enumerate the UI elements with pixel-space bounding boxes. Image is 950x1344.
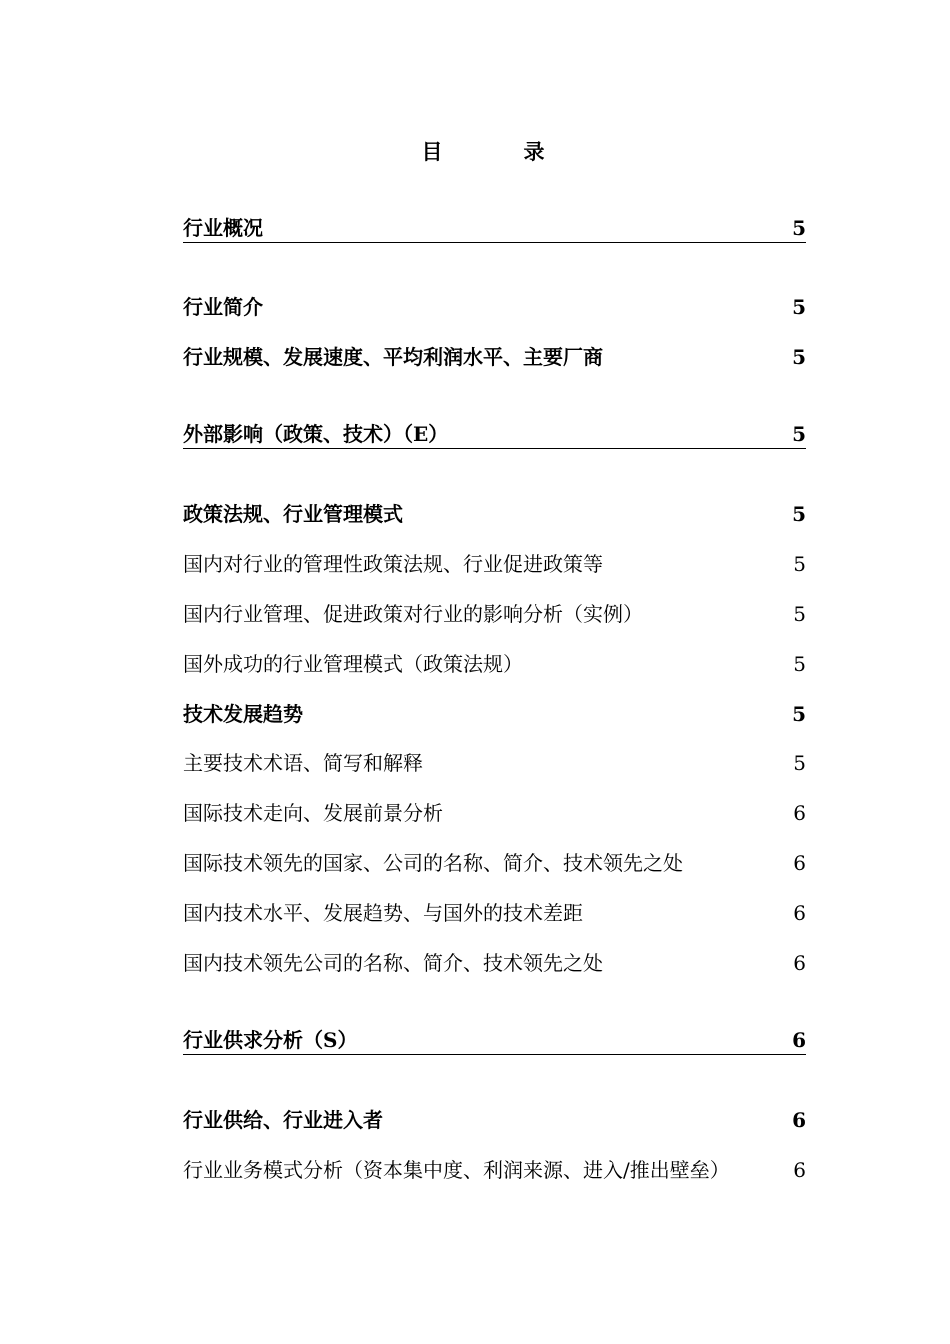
toc-entry-label: 行业供求分析（S） <box>183 1028 358 1052</box>
toc-entry-level3[interactable] <box>183 745 806 777</box>
toc-entry-page: 6 <box>793 951 806 975</box>
toc-entry-level3[interactable] <box>183 646 806 678</box>
toc-entry-label: 行业概况 <box>183 216 263 240</box>
toc-entry-level2[interactable] <box>183 1102 806 1134</box>
toc-entry-page: 6 <box>793 1158 806 1182</box>
toc-entry-page: 6 <box>793 801 806 825</box>
toc-entry-label: 国外成功的行业管理模式（政策法规） <box>183 652 523 676</box>
toc-entry-label: 行业业务模式分析（资本集中度、利润来源、进入/推出壁垒） <box>183 1158 730 1182</box>
toc-entry-label: 国内技术领先公司的名称、简介、技术领先之处 <box>183 951 603 975</box>
toc-entry-page: 5 <box>793 552 806 576</box>
toc-entry-level2[interactable] <box>183 696 806 728</box>
toc-entry-page: 5 <box>792 216 806 240</box>
toc-entry-level2[interactable] <box>183 496 806 528</box>
toc-entry-page: 5 <box>792 345 806 369</box>
toc-entry-level3[interactable] <box>183 1152 806 1184</box>
toc-entry-page: 5 <box>792 502 806 526</box>
toc-entry-level3[interactable] <box>183 945 806 977</box>
toc-entry-level3[interactable] <box>183 845 806 877</box>
toc-entry-label: 政策法规、行业管理模式 <box>183 502 403 526</box>
toc-entry-level1[interactable] <box>183 210 806 243</box>
toc-entry-label: 国内技术水平、发展趋势、与国外的技术差距 <box>183 901 583 925</box>
toc-entry-level1[interactable] <box>183 416 806 449</box>
toc-entry-page: 6 <box>792 1028 806 1052</box>
page-title: 目 录 <box>421 139 575 164</box>
toc-entry-label: 国内对行业的管理性政策法规、行业促进政策等 <box>183 552 603 576</box>
toc-entry-label: 国际技术走向、发展前景分析 <box>183 801 443 825</box>
toc-entry-level3[interactable] <box>183 546 806 578</box>
toc-entry-page: 6 <box>792 1108 806 1132</box>
toc-entry-level1[interactable] <box>183 1022 806 1055</box>
toc-entry-label: 行业供给、行业进入者 <box>183 1108 383 1132</box>
toc-entry-label: 外部影响（政策、技术）（E） <box>183 422 449 446</box>
toc-entry-label: 主要技术术语、简写和解释 <box>183 751 423 775</box>
toc-entry-page: 5 <box>792 422 806 446</box>
toc-entry-page: 6 <box>793 851 806 875</box>
toc-entry-page: 5 <box>793 751 806 775</box>
toc-entry-level3[interactable] <box>183 895 806 927</box>
toc-entry-label: 技术发展趋势 <box>183 702 303 726</box>
toc-entry-level2[interactable] <box>183 289 806 321</box>
toc-entry-page: 5 <box>792 702 806 726</box>
toc-entry-level2[interactable] <box>183 339 806 371</box>
toc-entry-label: 国内行业管理、促进政策对行业的影响分析（实例） <box>183 602 643 626</box>
toc-entry-page: 6 <box>793 901 806 925</box>
toc-entry-label: 行业简介 <box>183 295 263 319</box>
toc-entry-label: 国际技术领先的国家、公司的名称、简介、技术领先之处 <box>183 851 683 875</box>
toc-entry-label: 行业规模、发展速度、平均利润水平、主要厂商 <box>183 345 603 369</box>
toc-entry-page: 5 <box>792 295 806 319</box>
toc-entry-page: 5 <box>793 652 806 676</box>
toc-entry-level3[interactable] <box>183 795 806 827</box>
toc-entry-level3[interactable] <box>183 596 806 628</box>
toc-entry-page: 5 <box>793 602 806 626</box>
